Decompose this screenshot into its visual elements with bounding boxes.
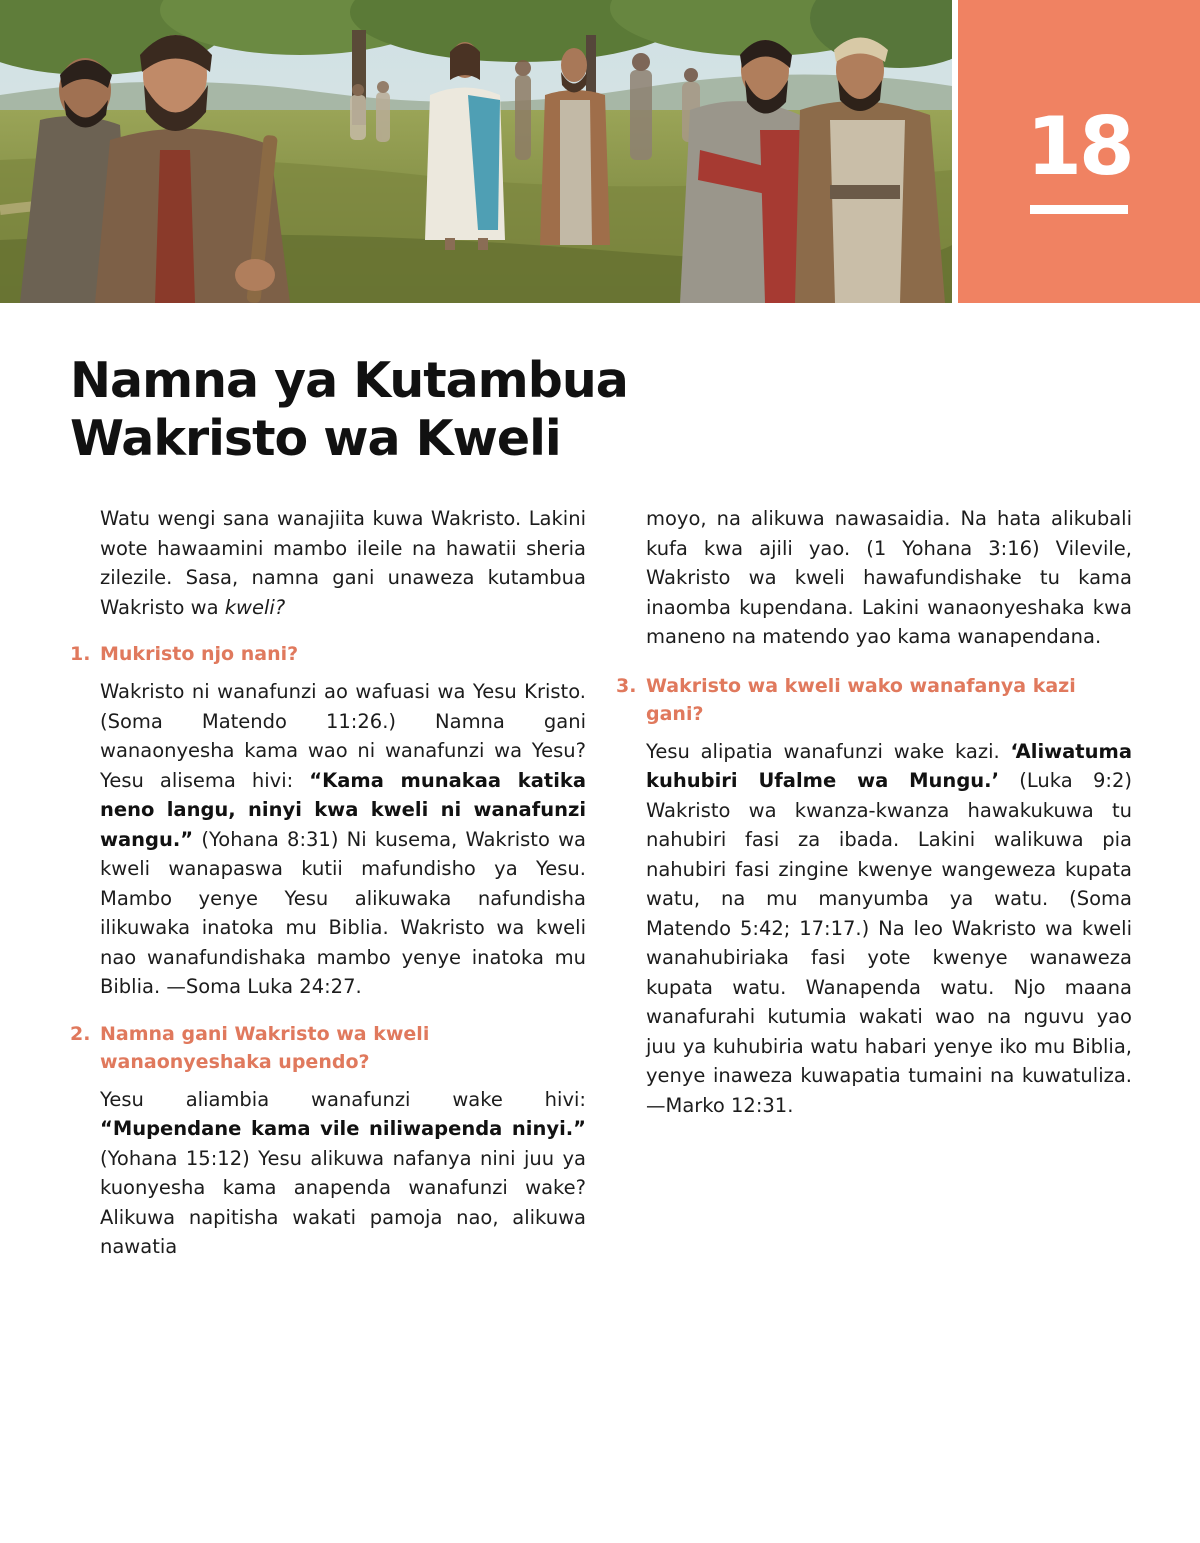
- answer-2-text-b: (Yohana 15:12) Yesu alikuwa nafanya nini juu ya kuonyesha kama anapenda wanafunzi wake? Alikuwa napitisha wakati pamoja nao, alikuwa nawatia: [100, 1146, 586, 1258]
- lesson-number-underline: [1030, 205, 1128, 214]
- question-3-text: Wakristo wa kweli wako wanafanya kazi gani?: [646, 674, 1076, 725]
- question-1-number: 1.: [70, 643, 91, 665]
- answer-1-text-a: Wakristo ni wanafunzi ao wafuasi wa Yesu Kristo. (Soma Matendo 11:26.) Namna gani wanaonyesha kama wao ni wanafunzi wa Yesu? Yesu alisema hivi:: [100, 680, 586, 792]
- left-column: [70, 504, 586, 1262]
- hero-illustration: [0, 0, 952, 303]
- answer-3-text-b: (Luka 9:2) Wakristo wa kwanza-kwanza hawakukuwa tu nahubiri fasi za ibada. Lakini walikuwa pia nahubiri fasi zingine kwenye wangeweza kupata watu, na mu manyumba ya watu. (Soma Matendo 5:42; 17:17.) Na leo Wakristo wa kweli wanahubiriaka fasi yote kwenye wanaweza kupata watu. Wanapenda watu. Njo maana wanafurahi kutumia wakati wao na nguvu yao juu ya kuhubiria watu habari yenye iko mu Biblia, yenye inaweza kuwapatia tumaini na kuwatuliza.—Marko 12:31.: [646, 769, 1132, 1117]
- page-title: [70, 352, 628, 468]
- answer-1-quote: “Kama munakaa katika neno langu, ninyi kwa kweli ni wanafunzi wangu.”: [100, 768, 586, 851]
- question-2-number: 2.: [70, 1022, 91, 1045]
- page-title-line1: Namna ya Kutambua: [70, 352, 628, 409]
- answer-2-paragraph: [70, 1085, 586, 1262]
- intro-italic: kweli?: [224, 595, 286, 619]
- answer-2-quote: “Mupendane kama vile niliwapenda ninyi.”: [100, 1117, 586, 1140]
- question-2-text: Namna gani Wakristo wa kweli wanaonyeshaka upendo?: [100, 1022, 430, 1073]
- answer-2-continued: moyo, na alikuwa nawasaidia. Na hata alikubali kufa kwa ajili yao. (1 Yohana 3:16) Vilevile, Wakristo wa kweli hawafundishake tu kama inaomba kupendana. Lakini wanaonyeshaka kwa maneno na matendo yao kama wanapendana.: [646, 507, 1132, 648]
- question-3-heading: [616, 672, 1132, 728]
- answer-1-text-b: (Yohana 8:31) Ni kusema, Wakristo wa kweli wanapaswa kutii mafundisho ya Yesu. Mambo yenye Yesu alikuwaka nafundisha ilikuwaka inatoka mu Biblia. Wakristo wa kweli nao wanafundishaka mambo yenye inatoka mu Biblia. —Soma Luka 24:27.: [100, 827, 586, 998]
- question-3-number: 3.: [616, 674, 637, 697]
- lesson-number: 18: [1026, 100, 1132, 193]
- answer-2-text-a: Yesu aliambia wanafunzi wake hivi:: [100, 1087, 586, 1111]
- answer-3-text-a: Yesu alipatia wanafunzi wake kazi.: [646, 739, 1011, 763]
- intro-text: Watu wengi sana wanajiita kuwa Wakristo. Lakini wote hawaamini mambo ileile na hawatii sheria zilezile. Sasa, namna gani unaweza kutambua Wakristo wa: [100, 507, 586, 619]
- question-1-text: Mukristo njo nani?: [100, 643, 299, 665]
- answer-3-quote: ‘Aliwatuma kuhubiri Ufalme wa Mungu.’: [646, 739, 1132, 792]
- page-title-line2: Wakristo wa Kweli: [70, 410, 561, 467]
- lesson-number-box: [958, 0, 1200, 303]
- question-1-heading: [70, 640, 586, 668]
- answer-3-paragraph: [616, 737, 1132, 1121]
- answer-1-paragraph: [70, 677, 586, 1002]
- right-column: [616, 504, 1132, 1120]
- intro-paragraph: [70, 504, 586, 622]
- question-2-heading: [70, 1020, 586, 1076]
